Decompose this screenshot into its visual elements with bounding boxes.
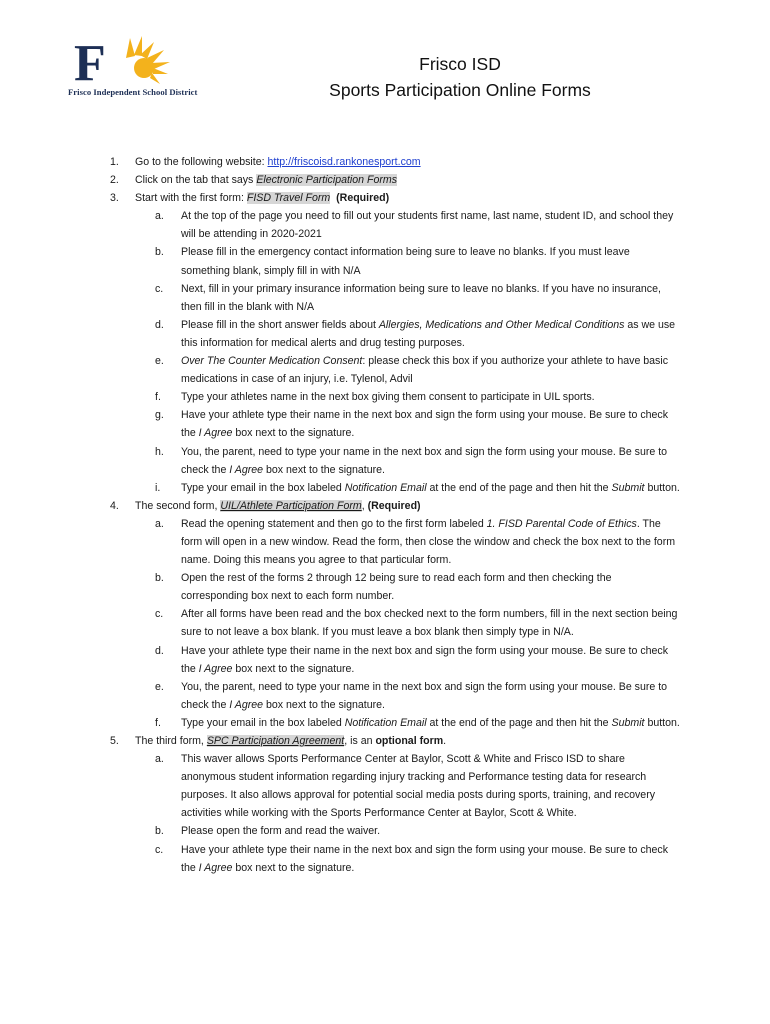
substep-4f: [110, 714, 680, 732]
substep-3h: [110, 443, 680, 479]
substep-italic: I Agree: [198, 861, 233, 874]
substep-4b: [110, 569, 680, 605]
step-number: 3.: [110, 192, 119, 205]
form-name-highlight: FISD Travel Form: [246, 192, 331, 205]
step-text: The second form,: [135, 499, 221, 512]
substep-letter: b.: [155, 572, 164, 585]
substep-letter: b.: [155, 246, 164, 259]
substep-text: : please check this box if you authorize your athlete to have basic medications in case of an injury, i.e. Tylenol, Advil: [181, 355, 669, 386]
substep-5b: [110, 822, 680, 840]
step-text: The third form,: [135, 735, 207, 747]
substep-text: Type your email in the box labeled: [181, 481, 345, 494]
optional-label: optional form: [375, 735, 444, 747]
substep-text: Type your email in the box labeled: [181, 716, 345, 729]
substep-3f: [110, 388, 680, 406]
substep-text: Open the rest of the forms 2 through 12 being sure to read each form and then checking the corresponding box next to each form number.: [181, 572, 612, 603]
substep-4e: [110, 678, 680, 714]
website-link[interactable]: http://friscoisd.rankonesport.com: [267, 156, 421, 168]
substep-3i: [110, 479, 680, 497]
step-number: 1.: [110, 156, 119, 168]
substep-letter: c.: [155, 282, 164, 295]
substep-letter: e.: [155, 680, 164, 693]
substep-italic: I Agree: [198, 662, 233, 675]
substep-italic: 1. FISD Parental Code of Ethics: [486, 517, 637, 530]
step-number: 4.: [110, 499, 119, 512]
substep-letter: g.: [155, 409, 164, 422]
step-2: [110, 171, 680, 189]
substep-4d: [110, 642, 680, 678]
form-name-highlight: SPC Participation Agreement: [206, 735, 345, 747]
step-5: [110, 732, 680, 750]
step-text: , is an: [344, 735, 376, 747]
substep-letter: d.: [155, 318, 164, 331]
substep-italic: Over The Counter Medication Consent: [181, 355, 363, 368]
title-line-2: Sports Participation Online Forms: [329, 80, 591, 100]
substep-3g: [110, 406, 680, 442]
substep-letter: f.: [155, 391, 161, 404]
substep-3c: [110, 280, 680, 316]
step-text: Click on the tab that says: [135, 174, 257, 187]
substep-text: Type your athletes name in the next box giving them consent to participate in UIL sports.: [181, 391, 595, 404]
substep-text: Please open the form and read the waiver.: [181, 825, 381, 838]
step-text: ,: [361, 499, 368, 512]
required-label: (Required): [336, 192, 390, 205]
substep-text: Read the opening statement and then go to the first form labeled: [181, 517, 487, 530]
substep-text: Please fill in the emergency contact information being sure to leave no blanks. If you must leave something blank, simply fill in with N/A: [181, 246, 630, 277]
substep-italic: Submit: [611, 481, 645, 494]
step-4: [110, 497, 680, 515]
substep-text: at the end of the page and then hit the: [426, 716, 612, 729]
substep-3e: [110, 352, 680, 388]
substep-letter: c.: [155, 608, 164, 621]
substep-letter: a.: [155, 210, 164, 223]
step-1: [110, 153, 680, 171]
form-name-highlight: UIL/Athlete Participation Form: [220, 499, 362, 512]
required-label: (Required): [367, 499, 421, 512]
substep-italic: I Agree: [229, 698, 264, 711]
substep-italic: Allergies, Medications and Other Medical Conditions: [378, 318, 625, 331]
substep-italic: Notification Email: [344, 716, 427, 729]
substep-4c: [110, 605, 680, 641]
substep-text: box next to the signature.: [232, 662, 355, 675]
substep-text: box next to the signature.: [263, 463, 385, 476]
substep-5c: [110, 841, 680, 877]
logo-letter: F: [74, 35, 106, 90]
step-3: [110, 189, 680, 207]
substep-3a: [110, 207, 680, 243]
step-text: .: [443, 735, 447, 747]
substep-letter: h.: [155, 445, 164, 458]
substep-text: At the top of the page you need to fill out your students first name, last name, student ID, and school they will be attending in 2020-2021: [181, 210, 674, 241]
substep-text: Have your athlete type their name in the next box and sign the form using your mouse. Be sure to check the: [181, 644, 668, 675]
substep-italic: Notification Email: [344, 481, 427, 494]
step-number: 2.: [110, 174, 119, 187]
substep-text: button.: [644, 716, 680, 729]
substep-letter: e.: [155, 355, 164, 368]
substep-letter: f.: [155, 716, 161, 729]
substep-text: You, the parent, need to type your name in the next box and sign the form using your mouse. Be sure to check the: [181, 680, 668, 711]
substep-text: Have your athlete type their name in the next box and sign the form using your mouse. Be sure to check the: [181, 409, 668, 440]
step-text: Go to the following website:: [135, 156, 268, 168]
sunburst-f-icon: [62, 34, 212, 90]
substep-letter: c.: [155, 843, 164, 856]
tab-name-highlight: Electronic Participation Forms: [256, 174, 398, 187]
substep-3d: [110, 316, 680, 352]
substep-text: box next to the signature.: [232, 861, 355, 874]
substep-text: box next to the signature.: [232, 427, 355, 440]
substep-text: Have your athlete type their name in the next box and sign the form using your mouse. Be sure to check the: [181, 843, 668, 874]
substep-letter: d.: [155, 644, 164, 657]
substep-italic: I Agree: [229, 463, 264, 476]
instruction-list: [110, 153, 680, 877]
substep-5a: [110, 750, 680, 822]
substep-3b: [110, 243, 680, 279]
substep-text: After all forms have been read and the box checked next to the form numbers, fill in the next section being sure to not leave a box blank. If you must leave a box blank then simply type in N/A.: [181, 608, 678, 639]
district-logo: [62, 34, 212, 100]
substep-text: button.: [644, 481, 680, 494]
substep-text: This waver allows Sports Performance Center at Baylor, Scott & White and Frisco ISD to share anonymous student information regarding injury tracking and Performance testing data for research purposes. It also allows approval for potential social media posts during sports, training, and recovery activities while working with the Sports Performance Center at Baylor, Scott & White.: [181, 753, 656, 820]
step-number: 5.: [110, 735, 119, 747]
substep-text: Next, fill in your primary insurance information being sure to leave no blanks. If you have no insurance, then fill in the blank with N/A: [181, 282, 661, 313]
substep-italic: Submit: [611, 716, 645, 729]
substep-text: You, the parent, need to type your name in the next box and sign the form using your mouse. Be sure to check the: [181, 445, 668, 476]
step-text: Start with the first form:: [135, 192, 247, 205]
substep-text: at the end of the page and then hit the: [426, 481, 612, 494]
substep-letter: i.: [155, 481, 161, 494]
substep-letter: a.: [155, 753, 164, 766]
substep-letter: b.: [155, 825, 164, 838]
title-line-1: Frisco ISD: [419, 54, 501, 74]
substep-text: box next to the signature.: [263, 698, 385, 711]
substep-text: Please fill in the short answer fields about: [181, 318, 379, 331]
logo-caption: Frisco Independent School District: [68, 87, 198, 97]
substep-text: as we use this information for medical alerts and drug testing purposes.: [181, 318, 676, 349]
substep-italic: I Agree: [198, 427, 233, 440]
substep-letter: a.: [155, 517, 164, 530]
page-title: [290, 51, 630, 103]
substep-4a: [110, 515, 680, 569]
substep-text: . The form will open in a new window. Read the form, then close the window and check the box next to the form name. Doing this means you agree to that particular form.: [181, 517, 676, 567]
